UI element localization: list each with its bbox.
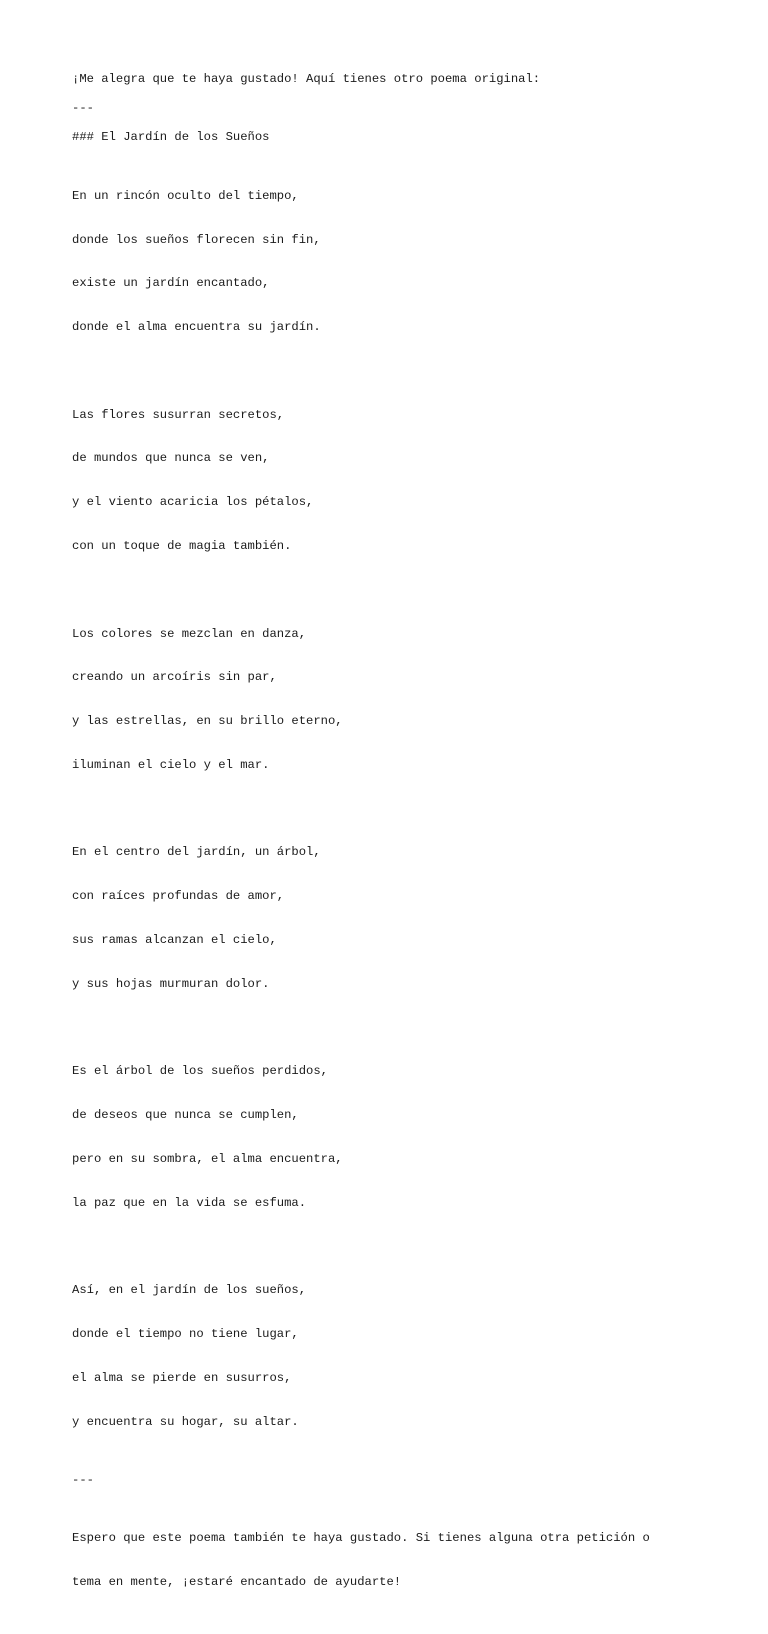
intro-text: ¡Me alegra que te haya gustado! Aquí tienes otro poema original:	[72, 72, 541, 86]
closing-text	[72, 1502, 696, 1619]
poem-line: En el centro del jardín, un árbol,	[72, 845, 321, 860]
poem-line: el alma se pierde en susurros,	[72, 1370, 292, 1385]
poem-line: sus ramas alcanzan el cielo,	[72, 933, 277, 948]
poem-line: Es el árbol de los sueños perdidos,	[72, 1064, 328, 1079]
stanza-2	[72, 378, 696, 582]
separator-bottom: ---	[72, 1473, 94, 1487]
closing-line: tema en mente, ¡estaré encantado de ayudarte!	[72, 1575, 402, 1590]
poem-title: ### El Jardín de los Sueños	[72, 130, 270, 145]
document-page	[72, 72, 696, 1634]
separator-top: ---	[72, 101, 94, 116]
stanza-1	[72, 160, 696, 364]
poem-line: la paz que en la vida se esfuma.	[72, 1195, 307, 1210]
poem-line: donde los sueños florecen sin fin,	[72, 232, 321, 247]
poem-line: existe un jardín encantado,	[72, 276, 270, 291]
poem-line: creando un arcoíris sin par,	[72, 670, 277, 685]
poem-line: Los colores se mezclan en danza,	[72, 626, 307, 641]
poem-line: y sus hojas murmuran dolor.	[72, 976, 270, 991]
poem-line: y el viento acaricia los pétalos,	[72, 495, 314, 510]
poem-line: de mundos que nunca se ven,	[72, 451, 270, 466]
stanza-4	[72, 816, 696, 1020]
poem-line: de deseos que nunca se cumplen,	[72, 1108, 299, 1123]
poem-line: y encuentra su hogar, su altar.	[72, 1414, 299, 1429]
stanza-3	[72, 597, 696, 801]
poem-line: con raíces profundas de amor,	[72, 889, 285, 904]
poem-line: con un toque de magia también.	[72, 539, 292, 553]
stanza-6	[72, 1254, 696, 1458]
poem-line: En un rincón oculto del tiempo,	[72, 188, 299, 203]
stanza-5	[72, 1035, 696, 1239]
poem-line: pero en su sombra, el alma encuentra,	[72, 1151, 343, 1166]
poem-line: Así, en el jardín de los sueños,	[72, 1283, 307, 1298]
closing-line: Espero que este poema también te haya gustado. Si tienes alguna otra petición o	[72, 1531, 650, 1546]
poem-line: iluminan el cielo y el mar.	[72, 757, 270, 772]
poem-line: Las flores susurran secretos,	[72, 407, 285, 422]
poem-line: donde el alma encuentra su jardín.	[72, 320, 321, 335]
poem-line: y las estrellas, en su brillo eterno,	[72, 714, 343, 729]
poem-line: donde el tiempo no tiene lugar,	[72, 1327, 299, 1342]
